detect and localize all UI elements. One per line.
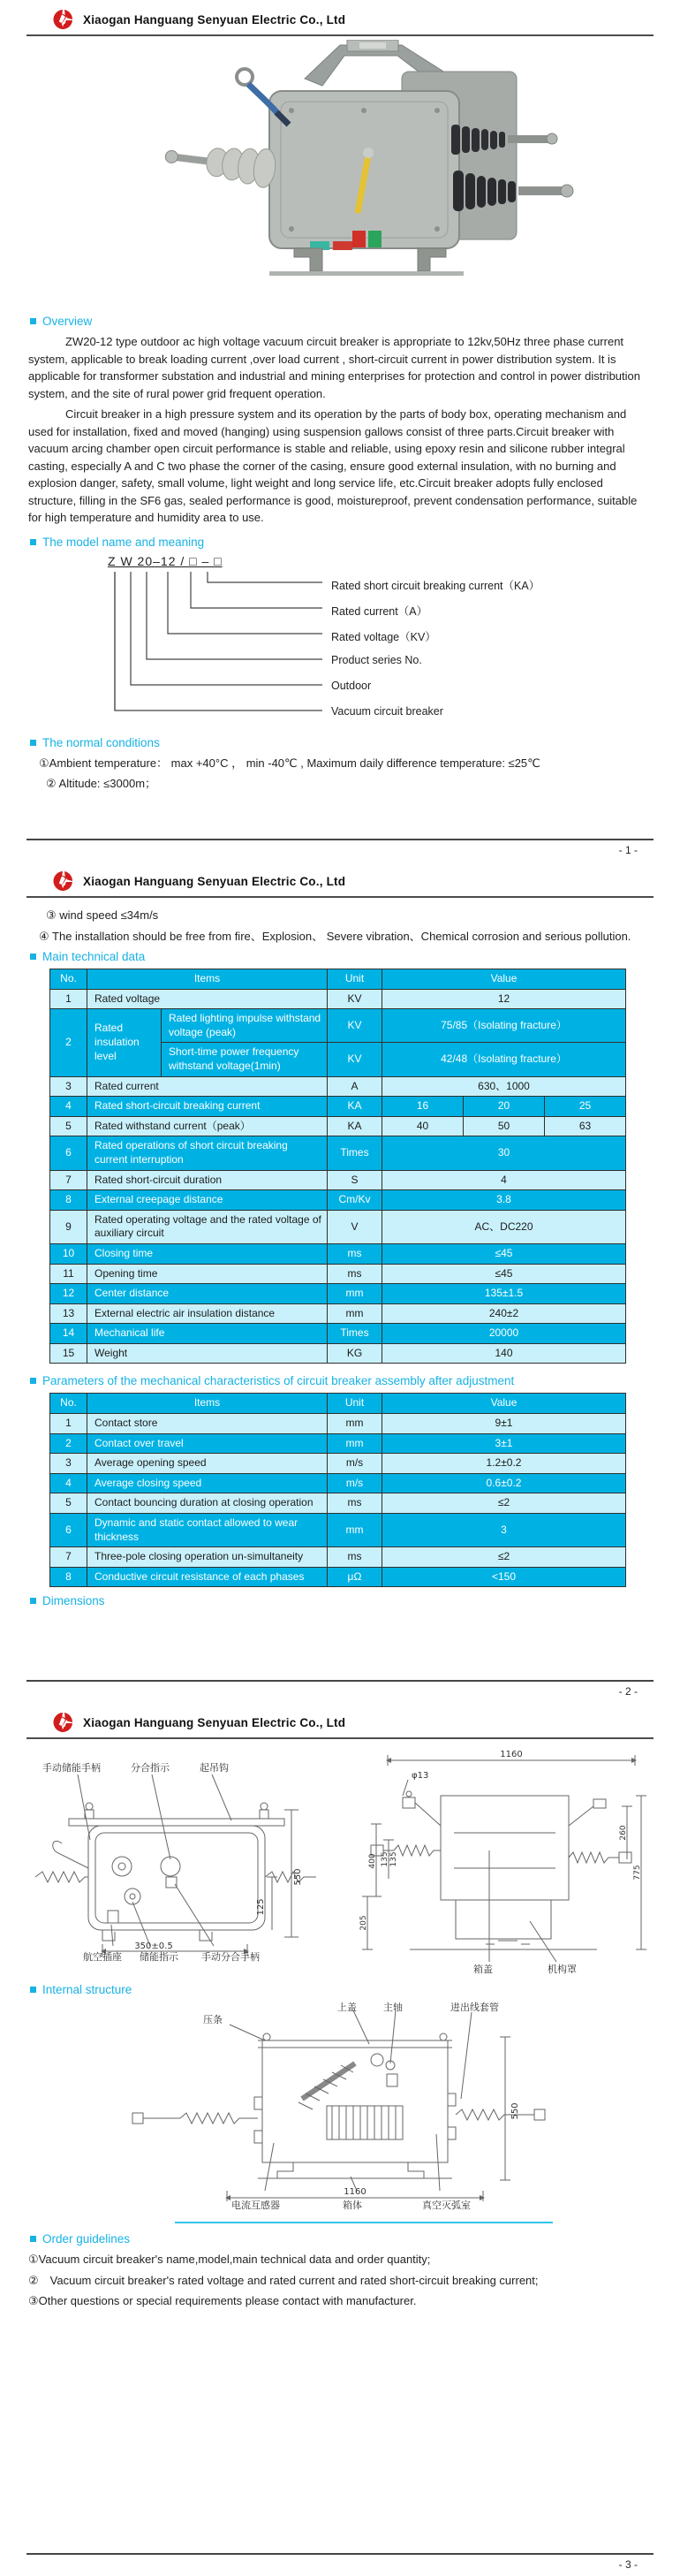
table-cell: 14 <box>50 1324 87 1344</box>
table-cell: V <box>328 1210 382 1243</box>
table-cell: Rated insulation level <box>87 1009 162 1076</box>
table-cell: 7 <box>50 1170 87 1190</box>
page-3 <box>0 1703 680 2576</box>
side-dim-135b: 135 <box>389 1851 398 1867</box>
order-guideline-1: ①Vacuum circuit breaker's name,model,main technical data and order quantity; <box>28 2253 431 2266</box>
company-name: Xiaogan Hanguang Senyuan Electric Co., Ltd <box>83 12 346 27</box>
table-cell: 3 <box>50 1076 87 1097</box>
table-cell: Weight <box>87 1343 328 1364</box>
section-title: Order guidelines <box>42 2232 131 2245</box>
table-cell: 240±2 <box>382 1303 626 1324</box>
table-cell: 12 <box>50 1284 87 1304</box>
section-order-guidelines <box>30 2232 654 2245</box>
table-header-cell: Value <box>382 1394 626 1414</box>
table-cell: ms <box>328 1493 382 1514</box>
table-cell: 13 <box>50 1303 87 1324</box>
table-row <box>50 1433 626 1454</box>
section-bullet-icon <box>30 2236 36 2242</box>
internal-label-top-cover: 上盖 <box>337 2002 357 2013</box>
section-model-name <box>30 536 654 549</box>
table-cell: 3 <box>382 1514 626 1547</box>
main-technical-data-table <box>49 969 626 1364</box>
side-view-drawing <box>357 1744 648 1981</box>
table-cell: External creepage distance <box>87 1190 328 1211</box>
internal-label-vacuum-chamber: 真空灭弧室 <box>422 2200 471 2211</box>
table-cell: AC、DC220 <box>382 1210 626 1243</box>
table-cell: 42/48（Isolating fracture） <box>382 1043 626 1076</box>
section-dimensions <box>30 1594 654 1607</box>
front-label-manual-handle: 手动分合手柄 <box>201 1951 260 1963</box>
table-cell: 5 <box>50 1493 87 1514</box>
front-label-aviation-socket: 航空插座 <box>83 1951 122 1963</box>
table-cell: Cm/Kv <box>328 1190 382 1211</box>
table-cell: mm <box>328 1433 382 1454</box>
company-header <box>26 1703 654 1739</box>
section-overview <box>30 315 654 328</box>
table-cell: KA <box>328 1097 382 1117</box>
front-label-open-close-indicator: 分合指示 <box>131 1762 170 1774</box>
section-title: Main technical data <box>42 950 146 963</box>
section-bullet-icon <box>30 318 36 324</box>
table-row <box>50 1284 626 1304</box>
company-logo-icon <box>51 9 75 30</box>
page-number: - 2 - <box>618 1685 638 1698</box>
table-cell: 2 <box>50 1433 87 1454</box>
table-cell: 10 <box>50 1243 87 1264</box>
table-row <box>50 1097 626 1117</box>
internal-structure-drawing <box>125 2002 558 2214</box>
front-label-energy-handle: 手动储能手柄 <box>42 1762 101 1774</box>
table-row <box>50 1343 626 1364</box>
table-cell: Three-pole closing operation un-simultaneity <box>87 1547 328 1568</box>
page-footer <box>26 1680 654 1698</box>
table-cell: ms <box>328 1547 382 1568</box>
model-label: Outdoor <box>331 679 372 692</box>
table-row <box>50 1414 626 1434</box>
page-1 <box>0 0 680 862</box>
table-header-cell: Value <box>382 969 626 990</box>
table-header-row <box>50 1394 626 1414</box>
table-row <box>50 1210 626 1243</box>
table-cell: 9±1 <box>382 1414 626 1434</box>
table-cell: 9 <box>50 1210 87 1243</box>
table-cell: 630、1000 <box>382 1076 626 1097</box>
table-cell: Times <box>328 1324 382 1344</box>
table-row <box>50 989 626 1009</box>
table-cell: m/s <box>328 1473 382 1493</box>
table-cell: ≤2 <box>382 1493 626 1514</box>
model-meaning-diagram <box>26 554 654 727</box>
table-cell: 2 <box>50 1009 87 1076</box>
table-header-cell: No. <box>50 969 87 990</box>
section-bullet-icon <box>30 954 36 960</box>
model-code: Z W 20–12 / □ – □ <box>108 553 223 568</box>
page-2 <box>0 862 680 1703</box>
model-label: Rated voltage（KV） <box>331 630 436 643</box>
front-label-energy-indicator: 储能指示 <box>140 1951 178 1963</box>
product-photo <box>62 40 654 306</box>
table-cell: 3 <box>50 1454 87 1474</box>
table-cell: Center distance <box>87 1284 328 1304</box>
table-row <box>50 1190 626 1211</box>
model-label: Product series No. <box>331 653 422 666</box>
table-cell: 7 <box>50 1547 87 1568</box>
side-label-box-cover: 箱盖 <box>473 1964 493 1975</box>
table-cell: 12 <box>382 989 626 1009</box>
front-dim-height: 550 <box>293 1868 303 1886</box>
table-row <box>50 1303 626 1324</box>
dimension-drawings <box>26 1744 654 1981</box>
table-cell: μΩ <box>328 1567 382 1587</box>
table-cell: Mechanical life <box>87 1324 328 1344</box>
internal-label-box-body: 箱体 <box>343 2200 362 2211</box>
table-cell: ≤45 <box>382 1264 626 1284</box>
table-cell: Rated current <box>87 1076 328 1097</box>
overview-paragraph-2: Circuit breaker in a high pressure system and its operation by the parts of body box, operating mechanism and used for installation, fixed and moved (hanging) using suspension gallows consist of three parts.Circuit breaker with vacuum arcing chamber open circuit performance is stable and reliable, using epoxy resin and silicone rubber integral casting, especially A and C two phase the corner of the casing, ensure good external insulation, with no burning and explosion danger, safety, small volume, light weight and long service life, etc.Circuit breaker adopts fully enclosed structure, filling in the SF6 gas, sealed performance is good, moistureproof, prevent condensation performance, suitable for high temperature and humidity area to use. <box>28 407 638 524</box>
table-cell: ≤45 <box>382 1243 626 1264</box>
table-cell: Rated operations of short circuit breaking current interruption <box>87 1136 328 1170</box>
table-cell: Closing time <box>87 1243 328 1264</box>
table-cell: 1.2±0.2 <box>382 1454 626 1474</box>
front-dim-width: 350±0.5 <box>134 1941 173 1951</box>
table-cell: KA <box>328 1116 382 1136</box>
table-row <box>50 1264 626 1284</box>
internal-dim-1160: 1160 <box>344 2187 366 2197</box>
company-name: Xiaogan Hanguang Senyuan Electric Co., Ltd <box>83 1715 346 1729</box>
section-bullet-icon <box>30 1987 36 1993</box>
table-cell: 6 <box>50 1136 87 1170</box>
table-cell: External electric air insulation distance <box>87 1303 328 1324</box>
table-cell: 25 <box>545 1097 626 1117</box>
table-row <box>50 1547 626 1568</box>
side-dim-205: 205 <box>359 1915 368 1931</box>
table-cell: S <box>328 1170 382 1190</box>
table-cell: Contact bouncing duration at closing operation <box>87 1493 328 1514</box>
table-cell: m/s <box>328 1454 382 1474</box>
table-cell: Average opening speed <box>87 1454 328 1474</box>
table-cell: Opening time <box>87 1264 328 1284</box>
table-cell: Dynamic and static contact allowed to wear thickness <box>87 1514 328 1547</box>
table-row <box>50 1116 626 1136</box>
order-guideline-2: ② Vacuum circuit breaker's rated voltage and rated current and rated short-circuit breaking current; <box>28 2273 539 2287</box>
table-cell: Rated lighting impulse withstand voltage (peak) <box>162 1009 328 1043</box>
table-cell: mm <box>328 1514 382 1547</box>
overview-paragraph-1: ZW20-12 type outdoor ac high voltage vacuum circuit breaker is appropriate to 12kv,50Hz three phase current system, applicable to break loading current ,over load current , short-circuit current in power distribution system. It is applicable for transformer substation and industrial and mining enterprises for protection and control in power distribution system, and the site of rural power grid frequent operation. <box>28 335 640 400</box>
normal-condition-3: ③ wind speed ≤34m/s <box>46 908 159 922</box>
table-row <box>50 1493 626 1514</box>
table-cell: 5 <box>50 1116 87 1136</box>
table-cell: Short-time power frequency withstand voltage(1min) <box>162 1043 328 1076</box>
table-cell: 63 <box>545 1116 626 1136</box>
internal-dim-550: 550 <box>510 2102 520 2120</box>
table-row <box>50 1514 626 1547</box>
section-title: Parameters of the mechanical characteristics of circuit breaker assembly after adjustment <box>42 1374 515 1388</box>
table-cell: KV <box>328 1009 382 1043</box>
section-bullet-icon <box>30 1378 36 1384</box>
circuit-breaker-photo <box>137 40 578 301</box>
table-cell: Contact store <box>87 1414 328 1434</box>
table-cell: A <box>328 1076 382 1097</box>
company-header <box>26 862 654 898</box>
table-cell: 40 <box>382 1116 464 1136</box>
page-footer <box>26 839 654 856</box>
table-header-cell: Unit <box>328 969 382 990</box>
model-connector-lines <box>26 572 327 724</box>
table-row <box>50 1454 626 1474</box>
table-cell: KV <box>328 1043 382 1076</box>
cyan-divider <box>175 2222 553 2223</box>
side-dim-260: 260 <box>619 1825 628 1841</box>
table-cell: 1 <box>50 989 87 1009</box>
page-number: - 1 - <box>618 844 638 856</box>
section-internal-structure <box>30 1983 654 1996</box>
table-row <box>50 1243 626 1264</box>
table-cell: Rated short-circuit duration <box>87 1170 328 1190</box>
table-cell: 20 <box>464 1097 545 1117</box>
table-cell: 11 <box>50 1264 87 1284</box>
section-title: The model name and meaning <box>42 535 205 549</box>
section-title: Overview <box>42 315 93 328</box>
section-bullet-icon <box>30 740 36 746</box>
table-cell: 15 <box>50 1343 87 1364</box>
table-cell: Rated operating voltage and the rated voltage of auxiliary circuit <box>87 1210 328 1243</box>
table-cell: KG <box>328 1343 382 1364</box>
table-cell: 6 <box>50 1514 87 1547</box>
table-cell: 3±1 <box>382 1433 626 1454</box>
table-cell: mm <box>328 1414 382 1434</box>
table-cell: <150 <box>382 1567 626 1587</box>
page-number: - 3 - <box>618 2558 638 2571</box>
company-name: Xiaogan Hanguang Senyuan Electric Co., Ltd <box>83 874 346 888</box>
table-cell: Rated short-circuit breaking current <box>87 1097 328 1117</box>
section-title: The normal conditions <box>42 735 160 749</box>
table-cell: 16 <box>382 1097 464 1117</box>
table-cell: 8 <box>50 1190 87 1211</box>
table-cell: 4 <box>50 1097 87 1117</box>
model-label: Rated short circuit breaking current（KA） <box>331 579 540 592</box>
normal-condition-4: ④ The installation should be free from fire、Explosion、 Severe vibration、Chemical corrosion and serious pollution. <box>39 929 631 943</box>
table-row <box>50 1009 626 1043</box>
table-cell: Average closing speed <box>87 1473 328 1493</box>
normal-condition-1: ①Ambient temperature： max +40°C ， min -40℃ , Maximum daily difference temperature: ≤25℃ <box>39 756 540 770</box>
table-cell: Rated voltage <box>87 989 328 1009</box>
table-cell: ≤2 <box>382 1547 626 1568</box>
table-cell: 4 <box>50 1473 87 1493</box>
table-cell: Conductive circuit resistance of each phases <box>87 1567 328 1587</box>
table-header-cell: Unit <box>328 1394 382 1414</box>
company-logo-icon <box>51 1712 75 1733</box>
table-cell: Contact over travel <box>87 1433 328 1454</box>
section-normal-conditions <box>30 736 654 749</box>
internal-label-pressing-strip: 压条 <box>203 2014 223 2025</box>
table-row <box>50 1076 626 1097</box>
page-footer <box>26 2553 654 2571</box>
table-header-row <box>50 969 626 990</box>
table-cell: Times <box>328 1136 382 1170</box>
section-mechanical-parameters <box>30 1374 654 1387</box>
table-row <box>50 1473 626 1493</box>
table-cell: ms <box>328 1264 382 1284</box>
internal-label-bushing: 进出线套管 <box>450 2002 499 2013</box>
table-cell: 30 <box>382 1136 626 1170</box>
model-label: Rated current（A） <box>331 604 428 618</box>
side-dim-775: 775 <box>633 1865 642 1881</box>
table-cell: 135±1.5 <box>382 1284 626 1304</box>
side-dim-1160: 1160 <box>500 1750 523 1759</box>
table-cell: 4 <box>382 1170 626 1190</box>
table-cell: 8 <box>50 1567 87 1587</box>
internal-structure-drawing-wrap <box>125 2002 654 2218</box>
table-header-cell: No. <box>50 1394 87 1414</box>
section-main-technical-data <box>30 950 654 963</box>
table-cell: 20000 <box>382 1324 626 1344</box>
table-cell: 1 <box>50 1414 87 1434</box>
table-row <box>50 1170 626 1190</box>
table-cell: 3.8 <box>382 1190 626 1211</box>
internal-label-main-shaft: 主轴 <box>383 2002 403 2013</box>
side-label-mechanism-cover: 机构罩 <box>548 1964 577 1975</box>
table-cell: mm <box>328 1303 382 1324</box>
side-dim-135: 135 <box>381 1851 389 1867</box>
side-dim-400: 400 <box>368 1853 377 1869</box>
front-dim-small: 125 <box>256 1898 266 1916</box>
normal-condition-2: ② Altitude: ≤3000m； <box>46 777 157 790</box>
front-view-drawing <box>26 1744 353 1981</box>
section-bullet-icon <box>30 1598 36 1604</box>
section-title: Dimensions <box>42 1594 105 1608</box>
table-cell: 140 <box>382 1343 626 1364</box>
table-header-cell: Items <box>87 1394 328 1414</box>
table-header-cell: Items <box>87 969 328 990</box>
internal-label-current-transformer: 电流互感器 <box>231 2200 280 2211</box>
model-label: Vacuum circuit breaker <box>331 704 443 718</box>
section-title: Internal structure <box>42 1983 132 1996</box>
front-label-lifting-hook: 起吊钩 <box>200 1762 229 1774</box>
order-guideline-3: ③Other questions or special requirements please contact with manufacturer. <box>28 2294 417 2307</box>
table-cell: 50 <box>464 1116 545 1136</box>
table-cell: KV <box>328 989 382 1009</box>
mechanical-characteristics-table <box>49 1393 626 1587</box>
table-row <box>50 1136 626 1170</box>
section-bullet-icon <box>30 539 36 545</box>
table-row <box>50 1567 626 1587</box>
table-cell: ms <box>328 1243 382 1264</box>
table-cell: 0.6±0.2 <box>382 1473 626 1493</box>
table-row <box>50 1324 626 1344</box>
table-cell: Rated withstand current（peak） <box>87 1116 328 1136</box>
company-logo-icon <box>51 870 75 892</box>
table-cell: 75/85（Isolating fracture） <box>382 1009 626 1043</box>
side-dim-hole: φ13 <box>412 1771 429 1781</box>
table-cell: mm <box>328 1284 382 1304</box>
company-header <box>26 0 654 36</box>
